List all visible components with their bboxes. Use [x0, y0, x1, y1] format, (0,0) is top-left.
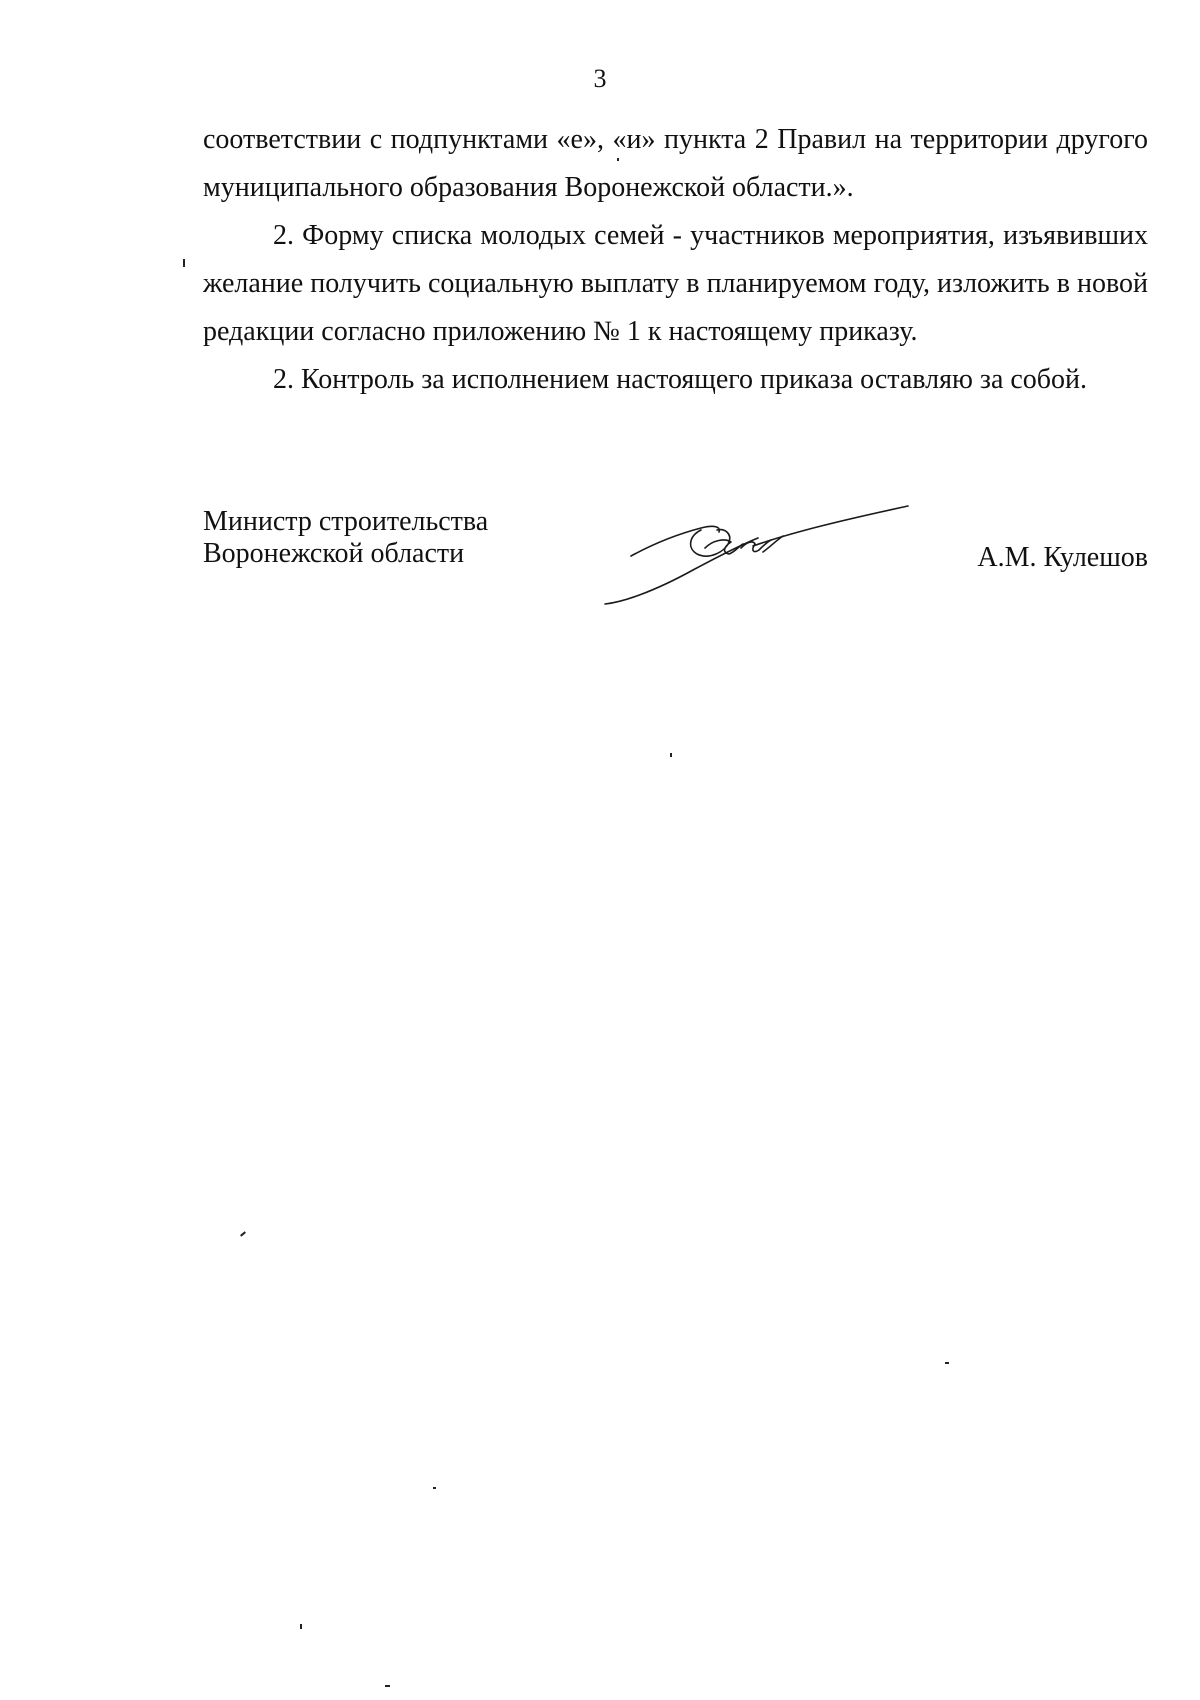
signer-position-line2: Воронежской области [203, 538, 465, 569]
signer-position [203, 506, 488, 570]
continuation-paragraph: соответствии с подпунктами «е», «и» пункта 2 Правил на территории другого муниципального образования Воронежской области.». [203, 124, 1148, 203]
scan-speck [183, 259, 185, 267]
document-body [203, 116, 1148, 404]
scan-speck [385, 1685, 390, 1687]
scan-speck [240, 1231, 246, 1236]
scan-speck [433, 1487, 436, 1489]
scan-speck [300, 1624, 302, 1629]
item-form-paragraph: 2. Форму списка молодых семей - участников мероприятия, изъявивших желание получить социальную выплату в планируемом году, изложить в новой редакции согласно приложению № 1 к настоящему приказу. [203, 220, 1148, 347]
signer-position-line1: Министр строительства [203, 506, 489, 537]
scan-speck [670, 753, 672, 757]
item-control-paragraph: 2. Контроль за исполнением настоящего приказа оставляю за собой. [273, 364, 1088, 395]
signature-block [203, 506, 1148, 616]
handwritten-signature [593, 504, 923, 609]
signer-name: А.М. Кулешов [977, 542, 1148, 573]
scan-speck [945, 1362, 949, 1364]
scan-speck [617, 158, 619, 161]
page-number: 3 [593, 64, 607, 93]
